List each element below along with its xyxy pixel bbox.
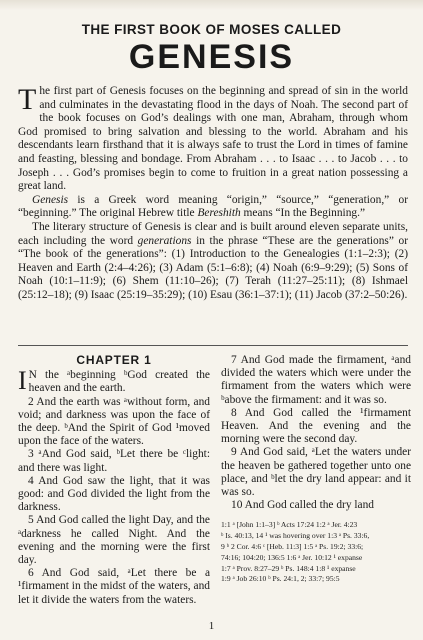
footnotes (221, 520, 411, 585)
verse-5: 5 And God called the light Day, and the ᵃdarkness he called Night. And the evening and the morning were the first day. (18, 514, 210, 567)
intro-paragraph-3 (18, 221, 408, 303)
section-divider (18, 345, 408, 346)
verse-1 (18, 366, 210, 396)
footnote-line: ᵇ Is. 40:13, 14 ¹ was hovering over 1:3 ᵃ Ps. 33:6, (221, 531, 370, 541)
book-title: THE FIRST BOOK OF MOSES CALLED (81, 22, 342, 37)
intro-text-3b: in the phrase “These are the generations” or “The book of the generations”: (1) Introduction to the Genealogies (1:1–2:3); (2) Heaven and Earth (2:4–4:26); (3) Adam (5:1–6:8); (4) Noah (6:9–9:29); (5) Sons of Noah (10:1–11:9); (6) Shem (11:10–26); (7) Terah (11:27–25:11); (8) Ishmael (25:12–18); (9) Isaac (25:19–35:29); (10) Esau (36:1–37:1); (11) Jacob (37:2–50:26). (18, 234, 408, 301)
footnote-line: 1:1 ᵃ [John 1:1–3] ᵇ Acts 17:24 1:2 ᵃ Jer. 4:23 (221, 520, 358, 530)
intro-em-generations: generations (137, 234, 192, 247)
verse-4: 4 And God saw the light, that it was good: and God divided the light from the darkness. (18, 474, 210, 514)
verse-1-text: N the ᵃbeginning ᵇGod created the heaven and the earth. (28, 369, 210, 395)
chapter-heading: CHAPTER 1 (76, 353, 152, 367)
footnote-line: 74:16; 104:20; 136:5 1:6 ᵃ Jer. 10:12 ¹ expanse (221, 552, 363, 562)
page-number: 1 (208, 620, 215, 632)
intro-em-genesis: Genesis (32, 193, 69, 206)
footnote-line: 1:9 ᵃ Job 26:10 ᵇ Ps. 24:1, 2; 33:7; 95:5 (221, 574, 340, 584)
verse-10: 10 And God called the dry land (231, 499, 374, 512)
verse-9: 9 And God said, ᵃLet the waters under the heaven be gathered together unto one place, and ᵇlet the dry land appear: and it was so. (221, 446, 411, 499)
footnote-line: 1:7 ᵃ Prov. 8:27–29 ᵇ Ps. 148:4 1:8 ¹ expanse (221, 563, 356, 573)
footnote-line: 9 ᵇ 2 Cor. 4:6 ᶜ [Heb. 11:3] 1:5 ᵃ Ps. 19:2; 33:6; (221, 542, 364, 552)
verse-6: 6 And God said, ᵃLet there be a ¹firmament in the midst of the waters, and let it divide the waters from the waters. (18, 567, 210, 606)
verse-2: 2 And the earth was ᵃwithout form, and void; and darkness was upon the face of the deep. ᵇAnd the Spirit of God ¹moved upon the face of the waters. (18, 395, 210, 448)
intro-dropcap: T (18, 83, 37, 116)
verse-8: 8 And God called the ¹firmament Heaven. And the evening and the morning were the second day. (221, 406, 411, 446)
intro-text-2b: means “In the Beginning.” (240, 207, 366, 220)
verse-7: 7 And God made the firmament, ᵃand divided the waters which were under the firmament from the waters which were ᵇabove the firmament: and it was so. (221, 354, 411, 406)
intro-em-bereshith: Bereshith (197, 207, 241, 220)
intro-text-3a: The literary structure of Genesis is clear and is built around eleven separate units, each including the word (18, 220, 408, 247)
page-edge (0, 0, 423, 10)
intro-text-2a: is a Greek word meaning “origin,” “source,” “generation,” or “beginning.” The original Hebrew title (18, 193, 408, 220)
book-name: GENESIS (128, 38, 295, 76)
verse-dropcap: I (18, 366, 27, 396)
scripture-column-right (221, 354, 411, 585)
intro-text-1: he first part of Genesis focuses on the beginning and spread of sin in the world and culminates in the devastating flood in the days of Noah. The second part of the book focuses on God’s dealings with one man, Abraham, through whom God promised to bring salvation and blessing to the world. Abraham and his descendants learn firsthand that it is always safe to trust the Lord in times of famine and feasting, blessing and bondage. From Abraham . . . to Isaac . . . to Jacob . . . to Joseph . . . God’s promises begin to come to fruition in a great nation possessing a great land. (18, 85, 408, 193)
verse-3: 3 ᵃAnd God said, ᵇLet there be ᶜlight: and there was light. (18, 448, 210, 474)
intro-paragraph-2 (18, 194, 408, 221)
scripture-column-left (18, 350, 210, 607)
intro-paragraph-1 (18, 85, 408, 194)
book-introduction (18, 85, 408, 303)
